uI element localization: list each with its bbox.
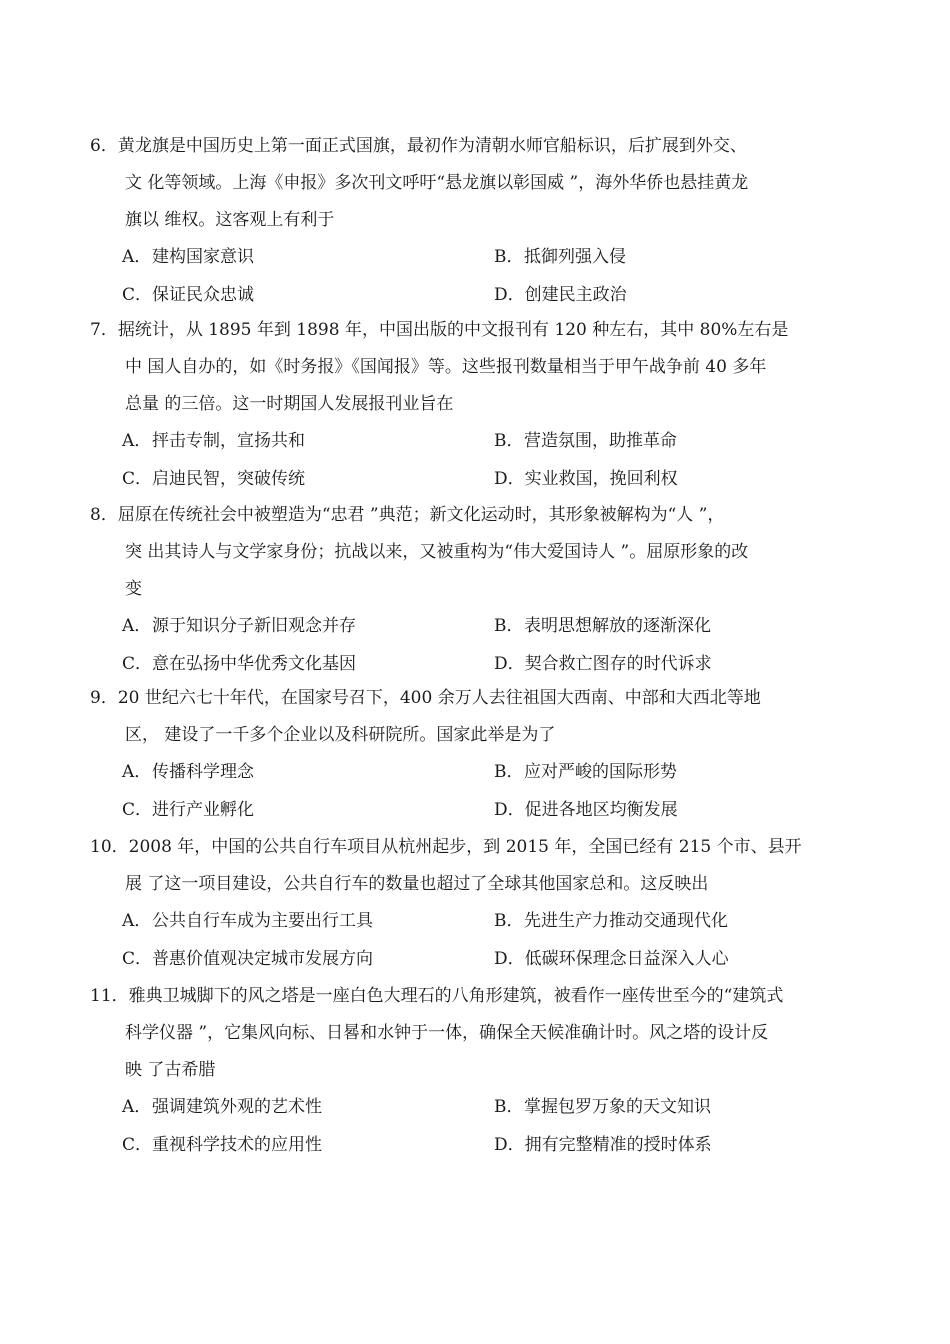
option-b[interactable]: B．应对严峻的国际形势 xyxy=(494,762,677,782)
question-8 xyxy=(90,497,870,684)
question-stem-line: 区， 建设了一千多个企业以及科研院所。国家此举是为了 xyxy=(125,725,556,745)
option-a[interactable]: A．传播科学理念 xyxy=(122,762,254,782)
options xyxy=(90,423,870,499)
option-c[interactable]: C．普惠价值观决定城市发展方向 xyxy=(122,949,374,969)
option-d[interactable]: D．实业救国，挽回利权 xyxy=(494,469,678,489)
option-b[interactable]: B．掌握包罗万象的天文知识 xyxy=(494,1097,711,1117)
question-stem-line: 映 了古希腊 xyxy=(125,1060,216,1080)
option-c[interactable]: C．重视科学技术的应用性 xyxy=(122,1135,323,1155)
question-stem-line: 展 了这一项目建设，公共自行车的数量也超过了全球其他国家总和。这反映出 xyxy=(125,874,709,894)
option-b[interactable]: B．表明思想解放的逐渐深化 xyxy=(494,616,711,636)
option-b[interactable]: B．抵御列强入侵 xyxy=(494,247,626,267)
question-stem-line: 7．据统计，从 1895 年到 1898 年，中国出版的中文报刊有 120 种左右，其中 80%左右是 xyxy=(90,312,870,349)
question-stem-line: 旗以 维权。这客观上有利于 xyxy=(125,210,335,230)
option-d[interactable]: D．契合救亡图存的时代诉求 xyxy=(494,654,712,674)
question-stem-line: 突 出其诗人与文学家身份；抗战以来，又被重构为“伟大爱国诗人 ”。屈原形象的改 xyxy=(125,542,749,562)
question-stem-line: 文 化等领域。上海《申报》多次刊文呼吁“悬龙旗以彰国威 ”，海外华侨也悬挂黄龙 xyxy=(125,173,749,193)
question-number: 7． xyxy=(90,320,118,340)
question-10 xyxy=(90,829,870,979)
question-9 xyxy=(90,680,870,830)
option-a[interactable]: A．公共自行车成为主要出行工具 xyxy=(122,911,373,931)
option-c[interactable]: C．意在弘扬中华优秀文化基因 xyxy=(122,654,357,674)
options xyxy=(90,1089,870,1165)
options xyxy=(90,239,870,315)
option-d[interactable]: D．低碳环保理念日益深入人心 xyxy=(494,949,729,969)
question-number: 6． xyxy=(90,136,118,156)
question-stem-line: 8．屈原在传统社会中被塑造为“忠君 ”典范；新文化运动时，其形象被解构为“人 ”， xyxy=(90,497,870,534)
question-number: 9． xyxy=(90,688,118,708)
question-number: 11． xyxy=(90,986,129,1006)
question-stem-line: 11．雅典卫城脚下的风之塔是一座白色大理石的八角形建筑，被看作一座传世至今的“建筑式 xyxy=(90,978,870,1015)
option-d[interactable]: D．促进各地区均衡发展 xyxy=(494,800,678,820)
question-stem-line: 10．2008 年，中国的公共自行车项目从杭州起步，到 2015 年，全国已经有 215 个市、县开 xyxy=(90,829,870,866)
question-stem-line: 中 国人自办的，如《时务报》《国闻报》等。这些报刊数量相当于甲午战争前 40 多年 xyxy=(125,357,767,377)
option-a[interactable]: A．建构国家意识 xyxy=(122,247,254,267)
option-c[interactable]: C．启迪民智，突破传统 xyxy=(122,469,306,489)
option-a[interactable]: A．强调建筑外观的艺术性 xyxy=(122,1097,322,1117)
question-number: 10． xyxy=(90,837,129,857)
question-stem-line: 9．20 世纪六七十年代，在国家号召下，400 余万人去往祖国大西南、中部和大西北等地 xyxy=(90,680,870,717)
options xyxy=(90,608,870,684)
option-c[interactable]: C．进行产业孵化 xyxy=(122,800,255,820)
question-11 xyxy=(90,978,870,1165)
question-stem-line: 科学仪器 ”，它集风向标、日晷和水钟于一体，确保全天候准确计时。风之塔的设计反 xyxy=(125,1023,769,1043)
option-b[interactable]: B．营造氛围，助推革命 xyxy=(494,431,677,451)
option-a[interactable]: A．抨击专制，宣扬共和 xyxy=(122,431,305,451)
option-c[interactable]: C．保证民众忠诚 xyxy=(122,285,255,305)
option-d[interactable]: D．拥有完整精准的授时体系 xyxy=(494,1135,712,1155)
options xyxy=(90,903,870,979)
question-7 xyxy=(90,312,870,499)
question-stem-line: 6．黄龙旗是中国历史上第一面正式国旗，最初作为清朝水师官船标识，后扩展到外交、 xyxy=(90,128,870,165)
option-a[interactable]: A．源于知识分子新旧观念并存 xyxy=(122,616,356,636)
question-stem-line: 总量 的三倍。这一时期国人发展报刊业旨在 xyxy=(125,394,454,414)
question-6 xyxy=(90,128,870,315)
option-d[interactable]: D．创建民主政治 xyxy=(494,285,627,305)
options xyxy=(90,754,870,830)
option-b[interactable]: B．先进生产力推动交通现代化 xyxy=(494,911,728,931)
question-stem-line: 变 xyxy=(125,579,142,599)
question-number: 8． xyxy=(90,505,118,525)
